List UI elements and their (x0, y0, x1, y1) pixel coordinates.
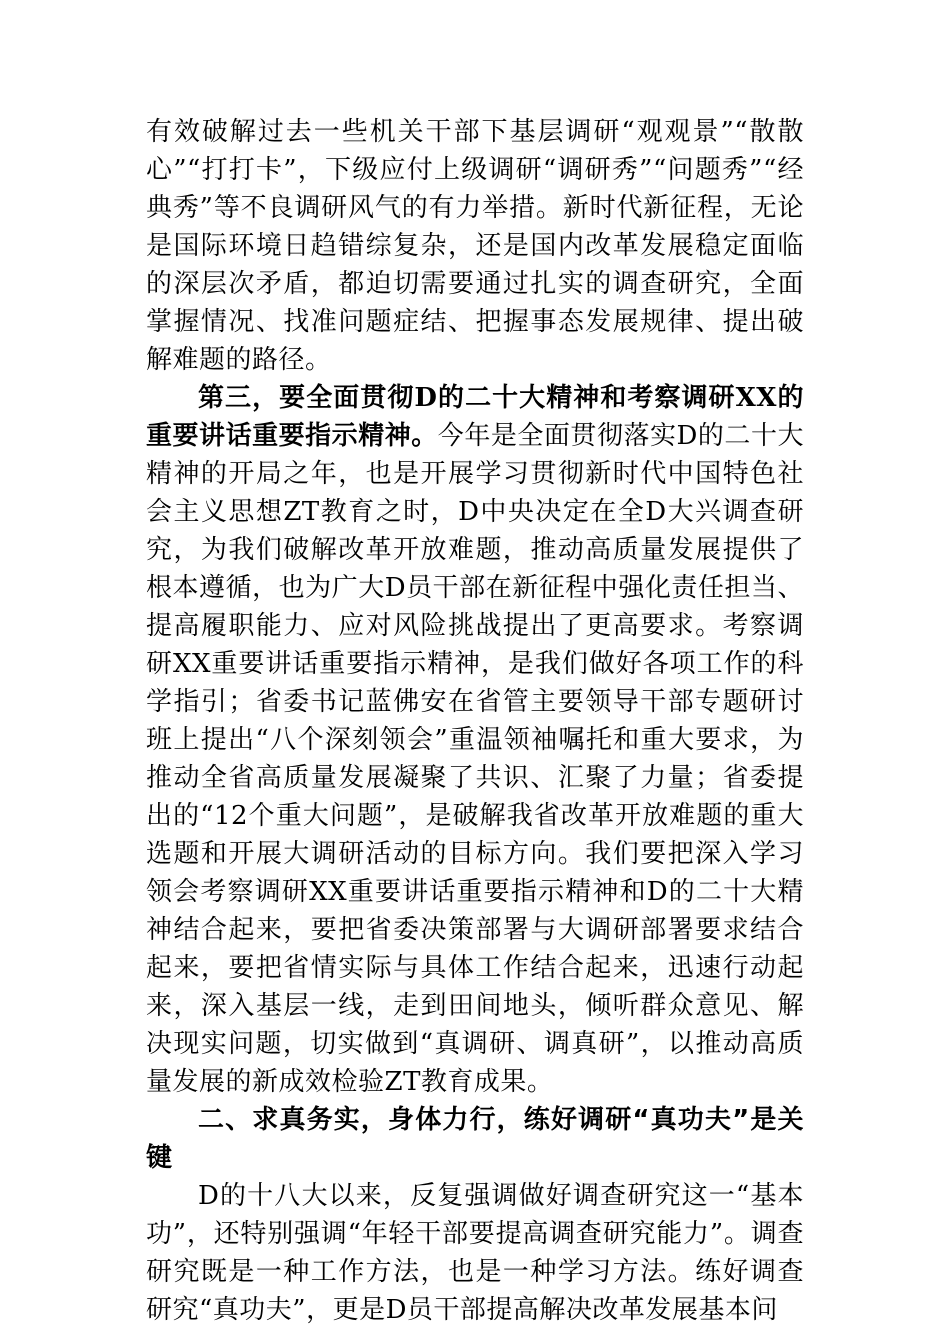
section-heading: 二、求真务实，身体力行，练好调研“真功夫”是关键 (146, 1105, 804, 1173)
paragraph-third-point (146, 379, 804, 1101)
document-body (146, 113, 804, 1329)
paragraph-continuation: 有效破解过去一些机关干部下基层调研“观观景”“散散心”“打打卡”，下级应付上级调研“调研秀”“问题秀”“经典秀”等不良调研风气的有力举措。新时代新征程，无论是国际环境日趋错综复杂，还是国内改革发展稳定面临的深层次矛盾，都迫切需要通过扎实的调查研究，全面掌握情况、找准问题症结、把握事态发展规律、提出破解难题的路径。 (146, 117, 804, 375)
paragraph-lead-sentence: 第三，要全面贯彻D的二十大精神和考察调研XX的重要讲话重要指示精神。 (146, 383, 804, 451)
paragraph-section-intro: D的十八大以来，反复强调做好调查研究这一“基本功”，还特别强调“年轻干部要提高调查研究能力”。调查研究既是一种工作方法，也是一种学习方法。练好调查研究“真功夫”，更是D员干部提高解决改革发展基本问 (146, 1181, 804, 1325)
paragraph-body: 今年是全面贯彻落实D的二十大精神的开局之年，也是开展学习贯彻新时代中国特色社会主义思想ZT教育之时，D中央决定在全D大兴调查研究，为我们破解改革开放难题，推动高质量发展提供了根本遵循，也为广大D员干部在新征程中强化责任担当、提高履职能力、应对风险挑战提出了更高要求。考察调研XX重要讲话重要指示精神，是我们做好各项工作的科学指引；省委书记蓝佛安在省管主要领导干部专题研讨班上提出“八个深刻领会”重温领袖嘱托和重大要求，为推动全省高质量发展凝聚了共识、汇聚了力量；省委提出的“12个重大问题”，是破解我省改革开放难题的重大选题和开展大调研活动的目标方向。我们要把深入学习领会考察调研XX重要讲话重要指示精神和D的二十大精神结合起来，要把省委决策部署与大调研部署要求结合起来，要把省情实际与具体工作结合起来，迅速行动起来，深入基层一线，走到田间地头，倾听群众意见、解决现实问题，切实做到“真调研、调真研”，以推动高质量发展的新成效检验ZT教育成果。 (146, 421, 804, 1097)
